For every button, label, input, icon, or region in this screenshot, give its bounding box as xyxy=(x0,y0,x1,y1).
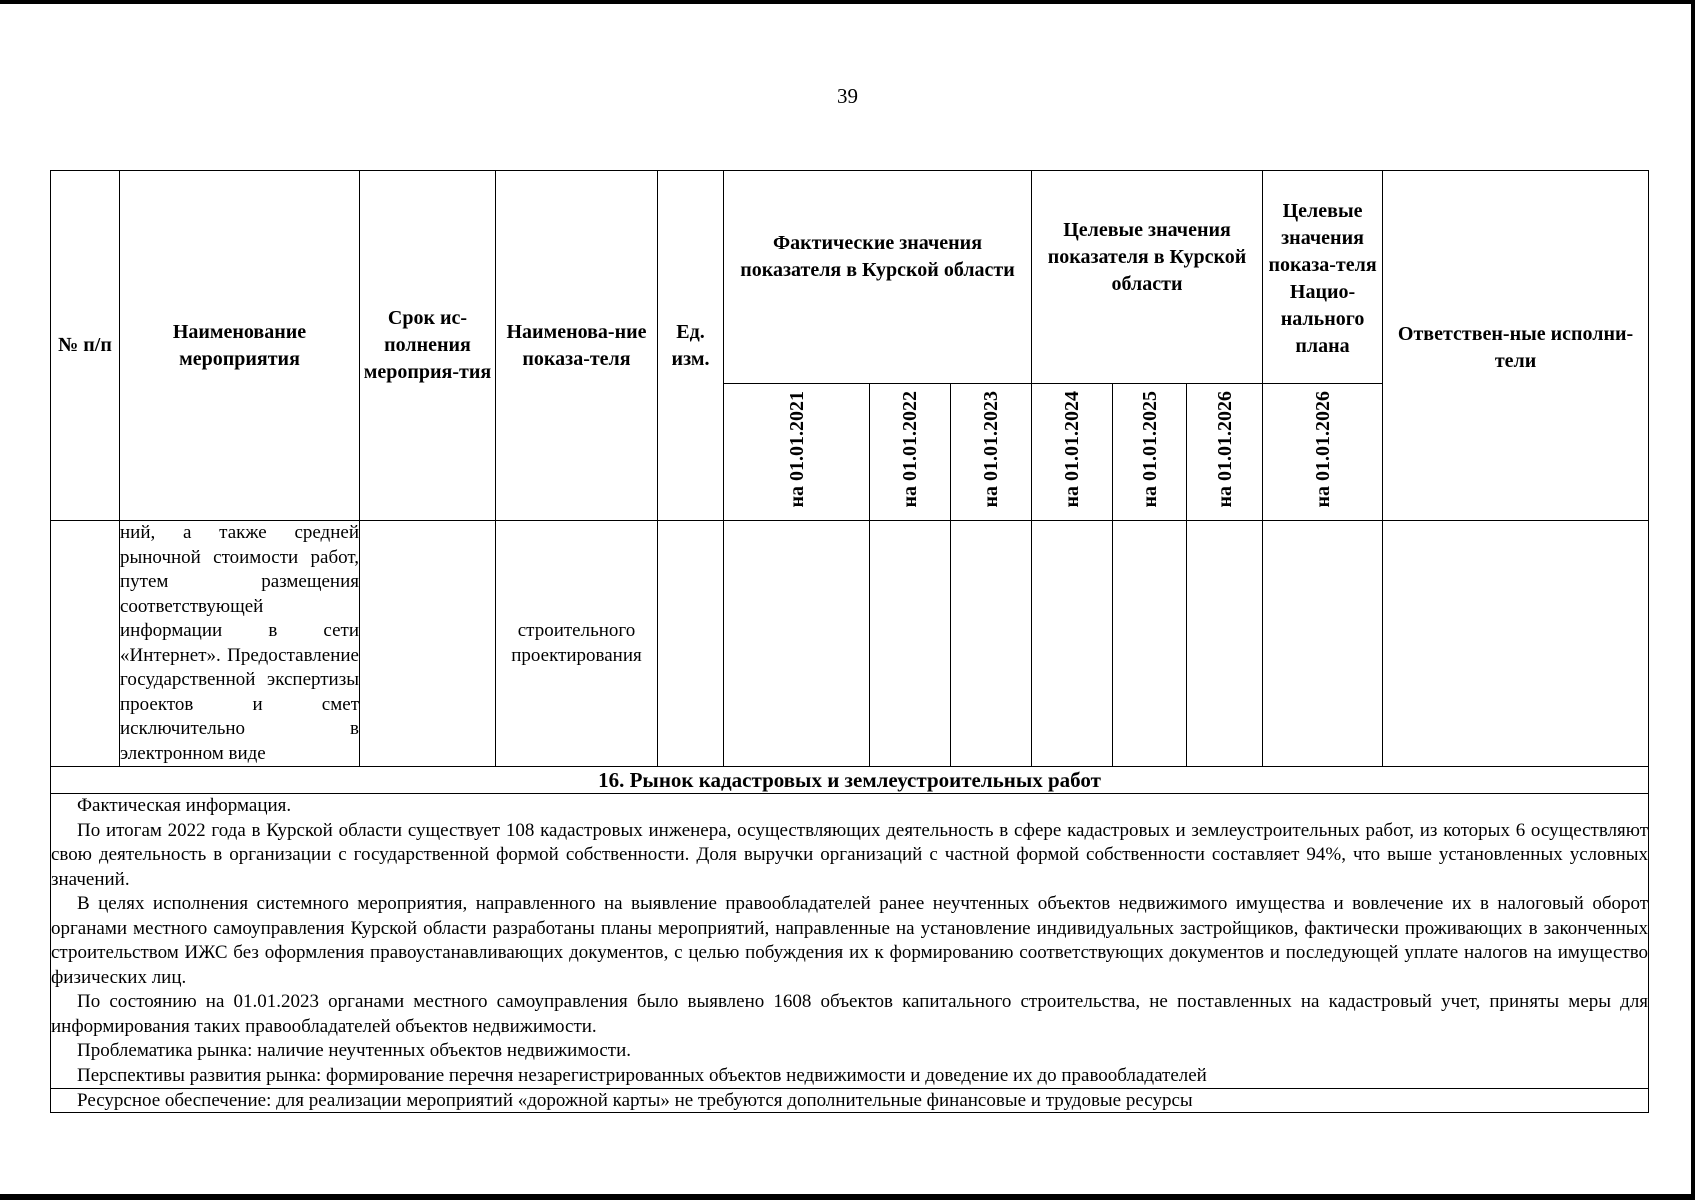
row-actual-2022-cell xyxy=(870,521,951,767)
info-paragraph: Перспективы развития рынка: формирование перечня незарегистрированных объектов недвижимости и доведение их до правообладателей xyxy=(77,1064,1207,1086)
section-title-row xyxy=(51,767,1649,794)
header-num: № п/п xyxy=(51,171,120,521)
row-national-2026-cell xyxy=(1263,521,1383,767)
info-paragraph: Фактическая информация. xyxy=(77,795,292,816)
date-col-actual-2022: на 01.01.2022 xyxy=(870,384,951,521)
header-actual-values: Фактические значения показателя в Курской области xyxy=(724,171,1032,384)
row-actual-2021-cell xyxy=(724,521,870,767)
header-unit: Ед. изм. xyxy=(658,171,724,521)
row-responsible-cell xyxy=(1383,521,1649,767)
row-event-text: ний, а также средней рыночной стоимости работ, путем размещения соответствующей информации в сети «Интернет». Предоставление государственной экспертизы проектов и смет исключительно в электронном виде xyxy=(120,521,360,767)
page-border-right xyxy=(1691,0,1695,1200)
row-deadline-cell xyxy=(360,521,496,767)
info-paragraph: Проблематика рынка: наличие неучтенных объектов недвижимости. xyxy=(77,1040,632,1061)
header-indicator-name: Наименова-ние показа-теля xyxy=(496,171,658,521)
roadmap-table xyxy=(50,170,1649,1113)
info-row xyxy=(51,794,1649,1089)
resource-row xyxy=(51,1089,1649,1113)
date-col-target-2025: на 01.01.2025 xyxy=(1113,384,1187,521)
row-unit-cell xyxy=(658,521,724,767)
header-event-name: Наименование мероприятия xyxy=(120,171,360,521)
header-row-main xyxy=(51,171,1649,384)
date-col-target-2026: на 01.01.2026 xyxy=(1187,384,1263,521)
page-border-top xyxy=(0,0,1695,4)
info-paragraph: По итогам 2022 года в Курской области существует 108 кадастровых инженера, осуществляющих деятельность в сфере кадастровых и землеустроительных работ, из которых 6 осуществляют свою деятельность в организации с государственной формой собственности. Доля выручки организаций с частной формой собственности составляет 94%, что выше установленных условных значений. xyxy=(51,819,1649,890)
date-col-national-2026: на 01.01.2026 xyxy=(1263,384,1383,521)
header-responsible: Ответствен-ные исполни-тели xyxy=(1383,171,1649,521)
row-num-cell xyxy=(51,521,120,767)
row-actual-2023-cell xyxy=(951,521,1032,767)
row-indicator-text: строительного проектирования xyxy=(496,521,658,767)
row-target-2025-cell xyxy=(1113,521,1187,767)
section-title: 16. Рынок кадастровых и землеустроительных работ xyxy=(51,767,1649,794)
table-row xyxy=(51,521,1649,767)
info-paragraph: В целях исполнения системного мероприятия, направленного на выявление правообладателей ранее неучтенных объектов недвижимого имущества и вовлечение их в налоговый оборот органами местного самоуправления Курской области разработаны планы мероприятий, направленные на установление индивидуальных застройщиков, фактически проживающих в законченных строительством ИЖС без оформления правоустанавливающих документов, с целью побуждения их к формированию соответствующих документов и последующей уплате налогов на имущество физических лиц. xyxy=(51,893,1649,988)
header-target-values: Целевые значения показателя в Курской области xyxy=(1032,171,1263,384)
resource-text: Ресурсное обеспечение: для реализации мероприятий «дорожной карты» не требуются дополнительные финансовые и трудовые ресурсы xyxy=(51,1089,1649,1113)
date-col-actual-2021: на 01.01.2021 xyxy=(724,384,870,521)
header-national-target: Целевые значения показа-теля Нацио-нального плана xyxy=(1263,171,1383,384)
date-col-target-2024: на 01.01.2024 xyxy=(1032,384,1113,521)
row-target-2026-cell xyxy=(1187,521,1263,767)
page-number: 39 xyxy=(837,84,858,108)
date-col-actual-2023: на 01.01.2023 xyxy=(951,384,1032,521)
info-paragraph: По состоянию на 01.01.2023 органами местного самоуправления было выявлено 1608 объектов капитального строительства, не поставленных на кадастровый учет, приняты меры для информирования таких правообладателей объектов недвижимости. xyxy=(51,991,1649,1037)
section-info xyxy=(51,794,1649,1089)
header-deadline: Срок ис-полнения мероприя-тия xyxy=(360,171,496,521)
row-target-2024-cell xyxy=(1032,521,1113,767)
page-border-bottom xyxy=(0,1194,1695,1200)
